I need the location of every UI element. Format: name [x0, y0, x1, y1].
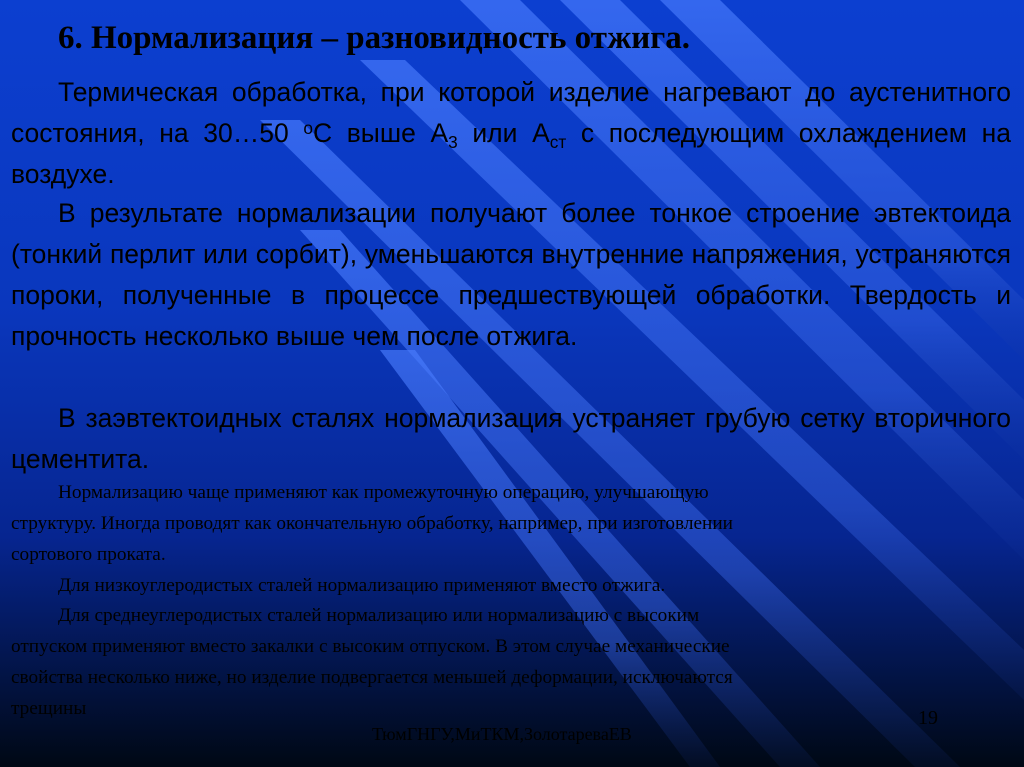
- medium-carbon-note: [11, 600, 1011, 724]
- definition-text-d: с последующим охлаждением на воздухе.: [11, 118, 1012, 189]
- medium-carbon-note-line: трещины: [11, 698, 87, 719]
- definition-text-b: С выше А: [312, 118, 449, 148]
- usage-note-line: Нормализацию чаще применяют как промежуточную операцию, улучшающую: [58, 482, 709, 503]
- medium-carbon-note-line: отпуском применяют вместо закалки с высоким отпуском. В этом случае механические: [11, 636, 730, 657]
- medium-carbon-note-line: Для среднеуглеродистых сталей нормализацию или нормализацию с высоким: [58, 605, 700, 626]
- definition-text-c: или А: [457, 118, 550, 148]
- low-carbon-note-line: Для низкоуглеродистых сталей нормализацию применяют вместо отжига.: [58, 575, 666, 596]
- page-number: 19: [918, 707, 938, 729]
- low-carbon-note: [11, 570, 1011, 601]
- a3-subscript: 3: [448, 132, 458, 152]
- hypereutectoid-paragraph: В заэвтектоидных сталях нормализация устраняет грубую сетку вторичного цементита.: [11, 403, 1011, 474]
- degree-superscript: о: [303, 118, 313, 138]
- medium-carbon-note-line: свойства несколько ниже, но изделие подвергается меньшей деформации, исключаются: [11, 667, 733, 688]
- definition-paragraph: [11, 72, 1011, 195]
- usage-note-line: структуру. Иногда проводят как окончательную обработку, например, при изготовлении: [11, 513, 733, 534]
- result-paragraph: В результате нормализации получают более тонкое строение эвтектоида (тонкий перлит или сорбит), уменьшаются внутренние напряжения, устраняются пороки, полученные в процессе предшествующей обработки. Твердость и прочность несколько выше чем после отжига.: [11, 198, 1011, 351]
- usage-note: [11, 477, 1011, 570]
- footer-author: ТюмГНГУ,МиТКМ,ЗолотареваЕВ: [372, 724, 632, 744]
- definition-text-a: Термическая обработка, при которой изделие нагревают до аустенитного состояния, на 30…50: [11, 77, 1011, 148]
- slide-title: 6. Нормализация – разновидность отжига.: [58, 20, 690, 56]
- usage-note-line: сортового проката.: [11, 544, 166, 565]
- ast-subscript: ст: [549, 132, 567, 152]
